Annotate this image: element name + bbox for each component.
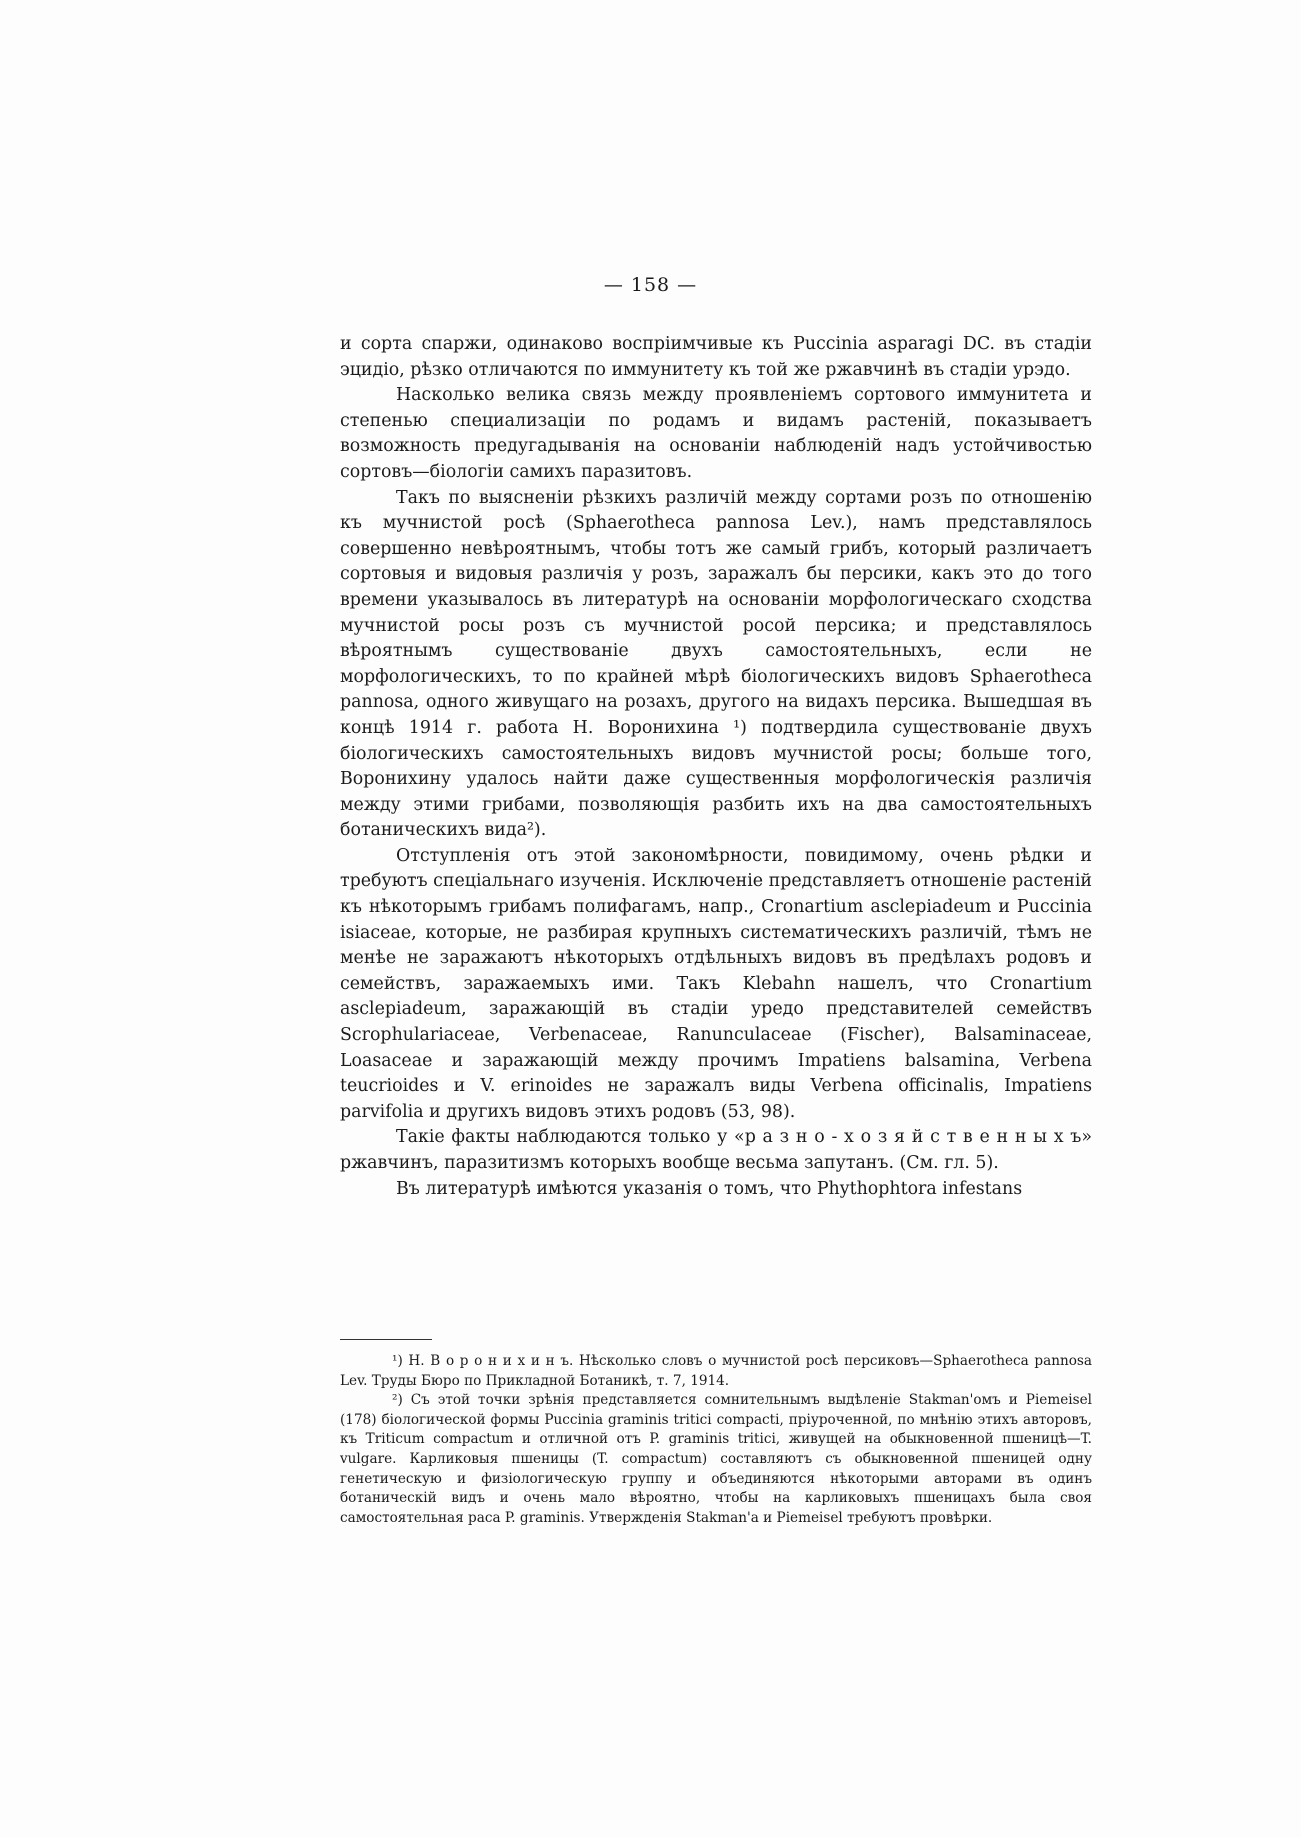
paragraph: Въ литературѣ имѣются указанія о томъ, что Phythophtora infestans <box>396 1178 1023 1199</box>
paragraph: и сорта спаржи, одинаково воспріимчивые къ Puccinia asparagi DC. въ стадіи эцидіо, рѣзко отличаются по иммунитету къ той же ржавчинѣ въ стадіи урэдо. <box>340 334 1092 380</box>
paragraph: Такіе факты наблюдаются только у «р а з н о - х о з я й с т в е н н ы х ъ» ржавчинъ, паразитизмъ которыхъ вообще весьма запутанъ. (См. гл. 5). <box>340 1127 1092 1173</box>
paragraph: Насколько велика связь между проявленіемъ сортового иммунитета и степенью специализаціи по родамъ и видамъ растеній, показываетъ возможность предугадыванія на основаніи наблюденій надъ устойчивостью сортовъ—біологіи самихъ паразитовъ. <box>340 385 1092 482</box>
paragraph: Отступленія отъ этой закономѣрности, повидимому, очень рѣдки и требуютъ спеціальнаго изученія. Исключеніе представляетъ отношеніе растеній къ нѣкоторымъ грибамъ полифагамъ, напр., Cronartium asclepiadeum и Puccinia isiaceae, которые, не разбирая крупныхъ систематическихъ различій, тѣмъ не менѣе не заражаютъ нѣкоторыхъ отдѣльныхъ видовъ въ предѣлахъ родовъ и семействъ, заражаемыхъ ими. Такъ Klebahn нашелъ, что Cronartium asclepiadeum, заражающій въ стадіи уредо представителей семействъ Scrophulariaceae, Verbenaceae, Ranunculaceae (Fischer), Balsaminaceae, Loasaceae и заражающій между прочимъ Impatiens balsamina, Verbena teucrioides и V. erinoides не заражалъ виды Verbena officinalis, Impatiens parvifolia и другихъ видовъ этихъ родовъ (53, 98). <box>340 845 1092 1122</box>
page-number: — 158 — <box>603 274 698 296</box>
paragraph: Такъ по выясненіи рѣзкихъ различій между сортами розъ по отношенію къ мучнистой росѣ (Sphaerotheca pannosa Lev.), намъ представлялось совершенно невѣроятнымъ, чтобы тотъ же самый грибъ, который различаетъ сортовыя и видовыя различія у розъ, заражалъ бы персики, какъ это до того времени указывалось въ литературѣ на основаніи морфологическаго сходства мучнистой росы розъ съ мучнистой росой персика; и представлялось вѣроятнымъ существованіе двухъ самостоятельныхъ, если не морфологическихъ, то по крайней мѣрѣ біологическихъ видовъ Sphaerotheca pannosa, одного живущаго на розахъ, другого на видахъ персика. Вышедшая въ концѣ 1914 г. работа Н. Воронихина ¹) подтвердила существованіе двухъ біологическихъ самостоятельныхъ видовъ мучнистой росы; больше того, Воронихину удалось найти даже существенныя морфологическія различія между этими грибами, позволяющія разбить ихъ на два самостоятельныхъ ботаническихъ вида²). <box>340 487 1092 841</box>
main-text <box>340 332 1092 1202</box>
footnote: ¹) Н. В о р о н и х и н ъ. Нѣсколько словъ о мучнистой росѣ персиковъ—Sphaerotheca pannosa Lev. Труды Бюро по Прикладной Ботаникѣ, т. 7, 1914. <box>340 1353 1092 1389</box>
footnotes <box>340 1352 1092 1528</box>
footnote-divider <box>340 1339 432 1340</box>
footnote: ²) Съ этой точки зрѣнія представляется сомнительнымъ выдѣленіе Stakman'омъ и Piemeisel (178) біологической формы Puccinia graminis tritici compacti, пріуроченной, по мнѣнію этихъ авторовъ, къ Triticum compactum и отличной отъ P. graminis tritici, живущей на обыкновенной пшеницѣ—T. vulgare. Карликовыя пшеницы (T. compactum) составляютъ съ обыкновенной пшеницей одну генетическую и физіологическую группу и объединяются нѣкоторыми авторами въ одинъ ботаническій видъ и очень мало вѣроятно, чтобы на карликовыхъ пшеницахъ была своя самостоятельная раса P. graminis. Утвержденія Stakman'a и Piemeisel требуютъ провѣрки. <box>340 1392 1092 1526</box>
